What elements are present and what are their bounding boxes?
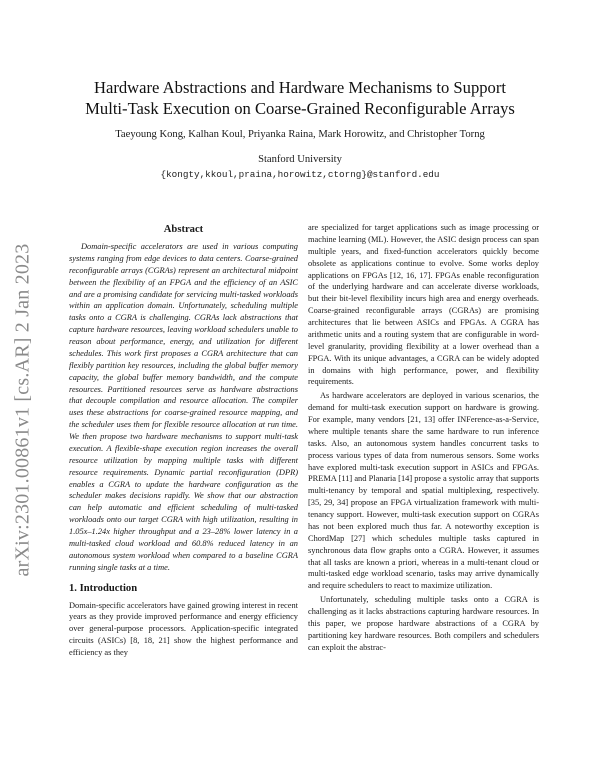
- author-emails: {kongty,kkoul,praina,horowitz,ctorng}@stanford.edu: [160, 169, 440, 180]
- author-list: Taeyoung Kong, Kalhan Koul, Priyanka Raina, Mark Horowitz, and Christopher Torng: [115, 129, 485, 140]
- abstract-heading: Abstract: [163, 224, 204, 235]
- body-paragraph-3: Unfortunately, scheduling multiple tasks onto a CGRA is challenging as it lacks abstractions capturing hardware resources. In this paper, we propose hardware abstractions of a CGRA by partitioning key hardware resources. Both compilers and schedulers can exploit the abstrac-: [308, 595, 539, 652]
- affiliation: Stanford University: [258, 154, 342, 165]
- title-line-2: Multi-Task Execution on Coarse-Grained Reconfigurable Arrays: [85, 99, 515, 118]
- title-line-1: Hardware Abstractions and Hardware Mechanisms to Support: [94, 78, 506, 97]
- abstract-text: Domain-specific accelerators are used in various computing systems ranging from edge devices to data centers. Coarse-grained reconfigurable arrays (CGRAs) represent an architectural midpoint between the flexibility of an FPGA and the efficiency of an ASIC and are a promising candidate for servicing multi-tasked workloads within an application domain. Unfortunately, scheduling multiple tasks onto a CGRA is challenging. CGRAs lack abstractions that capture hardware resources, leaving workload schedulers unable to reason about performance, energy, and utilization for different schedules. This work first proposes a CGRA architecture that can flexibly partition key resources, including the global buffer memory capacity, the global buffer memory bandwidth, and the compute resources. Partitioned resources serve as hardware abstractions that decouple compilation and resource allocation. The compiler uses these abstractions for coarse-grained resource mapping, and the scheduler uses them for flexible resource allocation at run time. We then propose two hardware mechanisms to support multi-task execution. A flexible-shape execution region increases the overall resource utilization by mapping multiple tasks with different resource requirements. Dynamic partial reconfiguration (DPR) enables a CGRA to update the hardware configuration as the scheduler makes decisions rapidly. We show that our abstraction can help automatic and efficient scheduling of multi-tasked workloads onto our target CGRA with high utilization, resulting in 1.05x–1.24x higher throughput and a 23–28% lower latency in a multi-tasked cloud workload and 60.8% reduced latency in an autonomous system workload when compared to a baseline CGRA running single tasks at a time.: [69, 242, 298, 572]
- paper-title: [70, 77, 530, 119]
- intro-paragraph-1: Domain-specific accelerators have gained growing interest in recent years as they provide improved performance and energy efficiency over general-purpose processors. Application-specific integrated circuits (ASICs) [8, 18, 21] show the highest performance and efficiency as they: [69, 600, 298, 657]
- right-column: [308, 222, 539, 654]
- arxiv-identifier-stamp: [3, 230, 43, 590]
- section-heading-introduction: 1. Introduction: [69, 582, 138, 594]
- left-column: [69, 224, 298, 659]
- body-paragraph-1: are specialized for target applications such as image processing or machine learning (ML). However, the ASIC design process can span multiple years, and fixed-function accelerators quickly become obsolete as applications continue to evolve. Some works deploy applications on FPGAs [12, 16, 17]. FPGAs enable reconfiguration of the underlying hardware and can accelerate diverse workloads, but their bit-level flexibility incurs high area and energy overheads. Coarse-grained reconfigurable arrays (CGRAs) are promising architectures that lie between ASICs and FPGAs. A CGRA has arithmetic units and a routing system that are configurable in word-level granularity, providing flexibility at a lower overhead than a FPGA. With its unique advantages, a CGRA can be widely adopted in domains with high performance, power, and flexibility requirements.: [308, 223, 539, 387]
- body-paragraph-2: As hardware accelerators are deployed in various scenarios, the demand for multi-task execution support on hardware is growing. For example, many vendors [21, 13] offer INFerence-as-a-Service, where multiple tenants share the same hardware to run inference tasks. Also, an autonomous system handles concurrent tasks to process various types of data from numerous sensors. Some works have explored multi-task execution support in ASICs and FPGAs. PREMA [11] and Planaria [14] propose a systolic array that supports multi-tenancy by temporal and spatial multiplexing, respectively. [35, 29, 34] propose an FPGA virtualization framework with multi-tenancy support. However, multi-task execution support on CGRAs has not been explored much thus far. A noteworthy exception is ChordMap [27] which schedules multiple tasks captured in synchronous data flow graphs onto a CGRA. However, it assumes that all tasks are known a priori, whereas in a multi-tenant cloud or multi-tasked edge workload scenario, tasks may arrive dynamically and require schedulers to react to maximize utilization.: [308, 391, 539, 591]
- arxiv-identifier-text: arXiv:2301.00861v1 [cs.AR] 2 Jan 2023: [11, 243, 34, 577]
